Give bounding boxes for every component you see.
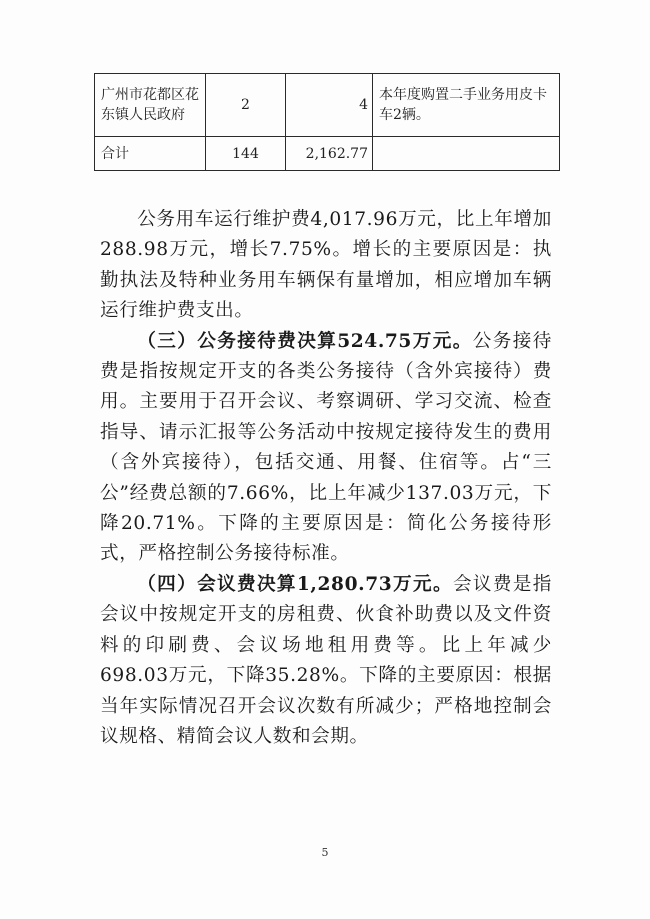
- paragraph-text: 会议费是指会议中按规定开支的房租费、伙食补助费以及文件资料的印刷费、会议场地租用费等。比上年减少698.03万元，下降35.28%。下降的主要原因：根据当年实际情况召开会议次数有所减少；严格地控制会议规格、精简会议人数和会期。: [100, 573, 552, 747]
- paragraph-text: 公务接待费是指按规定开支的各类公务接待（含外宾接待）费用。主要用于召开会议、考察调研、学习交流、检查指导、请示汇报等公务活动中按规定接待发生的费用（含外宾接待），包括交通、用餐、住宿等。占“三公”经费总额的7.66%，比上年减少137.03万元，下降20.71%。下降的主要原因是：简化公务接待形式，严格控制公务接待标准。: [100, 330, 552, 565]
- note-cell: 本年度购置二手业务用皮卡车2辆。: [373, 74, 560, 137]
- paragraph-vehicle-maintenance: [100, 205, 552, 327]
- paragraph-reception: [100, 327, 552, 570]
- count-cell: 2: [206, 74, 286, 137]
- body-text: [100, 205, 552, 752]
- section-heading: （三）公务接待费决算524.75万元。: [137, 330, 473, 352]
- unit-cell: 合计: [95, 137, 206, 171]
- paragraph-meeting: [100, 570, 552, 752]
- section-heading: （四）会议费决算1,280.73万元。: [137, 573, 453, 595]
- vehicle-table: [94, 73, 560, 171]
- table-total-row: [95, 137, 560, 171]
- count-cell: 144: [206, 137, 286, 171]
- page-number: 5: [321, 846, 329, 859]
- amount-cell: 2,162.77: [286, 137, 373, 171]
- note-cell: [373, 137, 560, 171]
- paragraph-text: 公务用车运行维护费4,017.96万元，比上年增加288.98万元，增长7.75%。增长的主要原因是：执勤执法及特种业务用车辆保有量增加，相应增加车辆运行维护费支出。: [100, 209, 552, 322]
- table-row: [95, 74, 560, 137]
- amount-cell: 4: [286, 74, 373, 137]
- unit-cell: 广州市花都区花东镇人民政府: [95, 74, 206, 137]
